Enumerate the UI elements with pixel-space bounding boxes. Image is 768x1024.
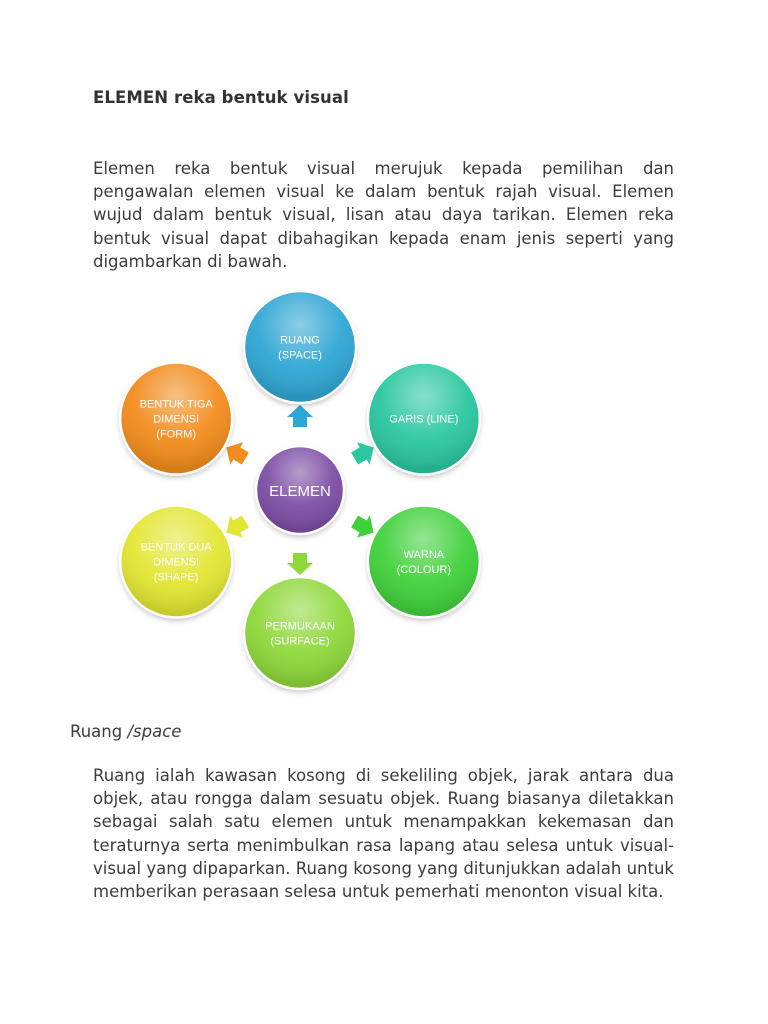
node-label: (SPACE) bbox=[278, 349, 322, 362]
node-label: (FORM) bbox=[156, 428, 197, 441]
elements-diagram bbox=[100, 285, 520, 705]
node-label: GARIS (LINE) bbox=[389, 413, 459, 426]
node-label: DIMENSI bbox=[153, 556, 200, 569]
arrow-permukaan bbox=[287, 553, 313, 575]
intro-paragraph: Elemen reka bentuk visual merujuk kepada pemilihan dan pengawalan elemen visual ke dalam bentuk rajah visual. Elemen wujud dalam bentuk visual, lisan atau daya tarikan. Elemen reka bentuk visual dapat dibahagikan kepada enam jenis seperti yang digambarkan di bawah. bbox=[93, 159, 674, 271]
section-title-plain: Ruang bbox=[70, 722, 128, 741]
node-bentuk-dua-dimensi bbox=[120, 506, 232, 618]
node-label: DIMENSI bbox=[153, 413, 200, 426]
node-garis bbox=[368, 363, 480, 475]
center-label: ELEMEN bbox=[269, 483, 331, 500]
section-title bbox=[70, 722, 181, 741]
node-label: BENTUK DUA bbox=[140, 541, 212, 554]
node-label: (SURFACE) bbox=[270, 635, 330, 648]
node-warna bbox=[368, 506, 480, 618]
node-label: WARNA bbox=[403, 549, 445, 561]
document-heading: ELEMEN reka bentuk visual bbox=[93, 88, 349, 107]
node-ruang bbox=[244, 291, 356, 403]
node-label: RUANG bbox=[280, 334, 320, 347]
section-paragraph: Ruang ialah kawasan kosong di sekeliling objek, jarak antara dua objek, atau rongga dalam sesuatu objek. Ruang biasanya diletakkan sebagai salah satu elemen untuk menampakkan kekemasan dan teraturnya serta menimbulkan rasa lapang atau selesa untuk visual-visual yang dipaparkan. Ruang kosong yang ditunjukkan adalah untuk memberikan perasaan selesa untuk pemerhati menonton visual kita. bbox=[93, 766, 674, 902]
arrow-ruang bbox=[287, 405, 313, 427]
node-bentuk-tiga-dimensi bbox=[120, 363, 232, 475]
node-label: BENTUK TIGA bbox=[139, 398, 213, 411]
node-label: (COLOUR) bbox=[396, 564, 452, 576]
section-title-italic: /space bbox=[127, 722, 182, 741]
node-label: PERMUKAAN bbox=[265, 620, 335, 633]
node-label: (SHAPE) bbox=[153, 571, 199, 584]
node-permukaan bbox=[244, 577, 356, 689]
